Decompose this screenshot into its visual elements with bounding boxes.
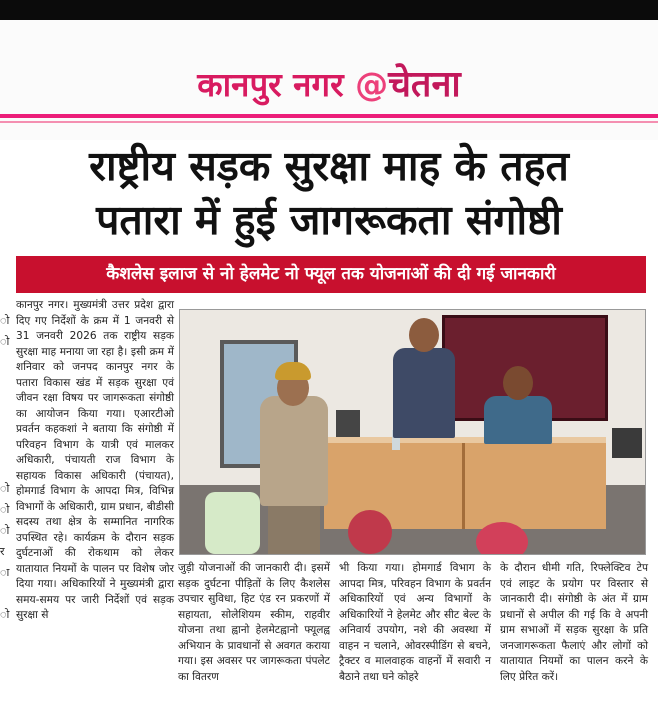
event-photo [179,309,646,555]
photo-chair [612,428,642,458]
masthead-brand [0,58,658,107]
left-edge-fragment [0,583,8,604]
headline-line-1: राष्ट्रीय सड़क सुरक्षा माह के तहत [89,142,569,190]
masthead-rule-thin [0,121,658,123]
photo-person-head [503,366,533,400]
photo-speaker-cap [275,362,311,380]
left-edge-fragment [0,436,8,457]
left-edge-fragment [0,457,8,478]
left-edge-fragment: र [0,545,5,558]
left-edge-fragment: ो [0,524,10,537]
left-edge-fragment [0,373,8,394]
headline-line-2: पतारा में हुई जागरूकता संगोष्ठी [96,196,562,244]
left-edge-fragment [0,352,8,373]
left-edge-fragment: ा [0,566,10,579]
top-dark-bar [0,0,658,20]
photo-person-standing-back [393,348,455,438]
left-edge-fragment: ो [0,503,10,516]
left-edge-fragment: ो [0,482,10,495]
photo-speaker [260,396,328,506]
left-edge-fragment: ो [0,608,10,621]
left-edge-fragment: ो [0,314,10,327]
article-column-2: जुड़ी योजनाओं की जानकारी दी। इसमें सड़क दुर्घटना पीड़ितों के लिए कैशलेस उपचार सुविधा, हिट एंड रन प्रकरणों में सहायता, सोलेशियम स्कीम, राहवीर योजना तथा ह्वानो हेलमेटह्वानो फ्यूलह्व अभियान के प्रावधानों से अवगत कराया गया। इस अवसर पर जागरूकता पंपलेट का वितरण [178,562,330,683]
brand-prefix: कानपुर नगर [197,65,356,104]
photo-audience-hat [348,510,392,554]
brand-name: चेतना [388,64,461,105]
article-column-1: कानपुर नगर। मुख्यमंत्री उत्तर प्रदेश द्वारा दिए गए निर्देशों के क्रम में 1 जनवरी से 31 जनवरी 2026 तक राष्ट्रीय सड़क सुरक्षा माह मनाया जा रहा है। इसी क्रम में शनिवार को जनपद कानपुर नगर के पतारा विकास खंड में सड़क सुरक्षा एवं जीवन रक्षा विषय पर जागरूकता संगोष्ठी का आयोजन किया गया। एआरटीओ प्रवर्तन कहकशां ने बताया कि संगोष्ठी में परिवहन विभाग के यात्री एवं मालकर अधिकारी, पंचायती राज विभाग के सहायक विकास अधिकारी (पंचायत), होमगार्ड विभाग के आपदा मित्र, विभिन्न विभागों के अधिकारी, ग्राम प्रधान, बीडीसी सदस्य तथा क्षेत्र के सम्मानित नागरिक उपस्थित रहे। कार्यक्रम के दौरान सड़क दुर्घटनाओं की रोकथाम को लेकर यातायात नियमों के पालन पर विशेष जोर दिया गया। अधिकारियों ने मुख्यमंत्री द्वारा समय-समय पर जारी निर्देशों एवं सड़क सुरक्षा से [16,299,174,621]
left-edge-fragment [0,394,8,415]
photo-person-head [409,318,439,352]
masthead-rule [0,114,658,118]
left-edge-cropped-text [0,310,8,625]
photo-person-seated [484,396,552,444]
photo-speaker-legs [268,500,320,554]
article-column-3: भी किया गया। होमगार्ड विभाग के आपदा मित्र, परिवहन विभाग के प्रवर्तन अधिकारियों एवं अन्य विभागों के अधिकारियों ने हेलमेट और सीट बेल्ट के अनिवार्य उपयोग, नशे की अवस्था में वाहन न चलाने, ओवरस्पीडिंग से बचने, ट्रैक्टर व मालवाहक वाहनों में सवारी न बैठाने तथा घने कोहरे [339,562,491,683]
article-column-4: के दौरान धीमी गति, रिफ्लेक्टिव टेप एवं लाइट के प्रयोग पर विस्तार से जानकारी दी। संगोष्ठी के अंत में ग्राम प्रधानों से अपील की गई कि वे अपनी ग्राम सभाओं में सड़क सुरक्षा के प्रति जनजागरूकता फैलाएं और लोगों को यातायात नियमों का पालन करने के लिए प्रेरित करें। [500,562,648,683]
left-edge-fragment [0,415,8,436]
subheadline-banner: कैशलेस इलाज से नो हेलमेट नो फ्यूल तक योजनाओं की दी गई जानकारी [16,256,646,293]
brand-at-sign: @ [355,65,389,104]
photo-audience-hat [476,522,528,555]
photo-bag [205,492,260,554]
left-edge-fragment: ो [0,335,10,348]
